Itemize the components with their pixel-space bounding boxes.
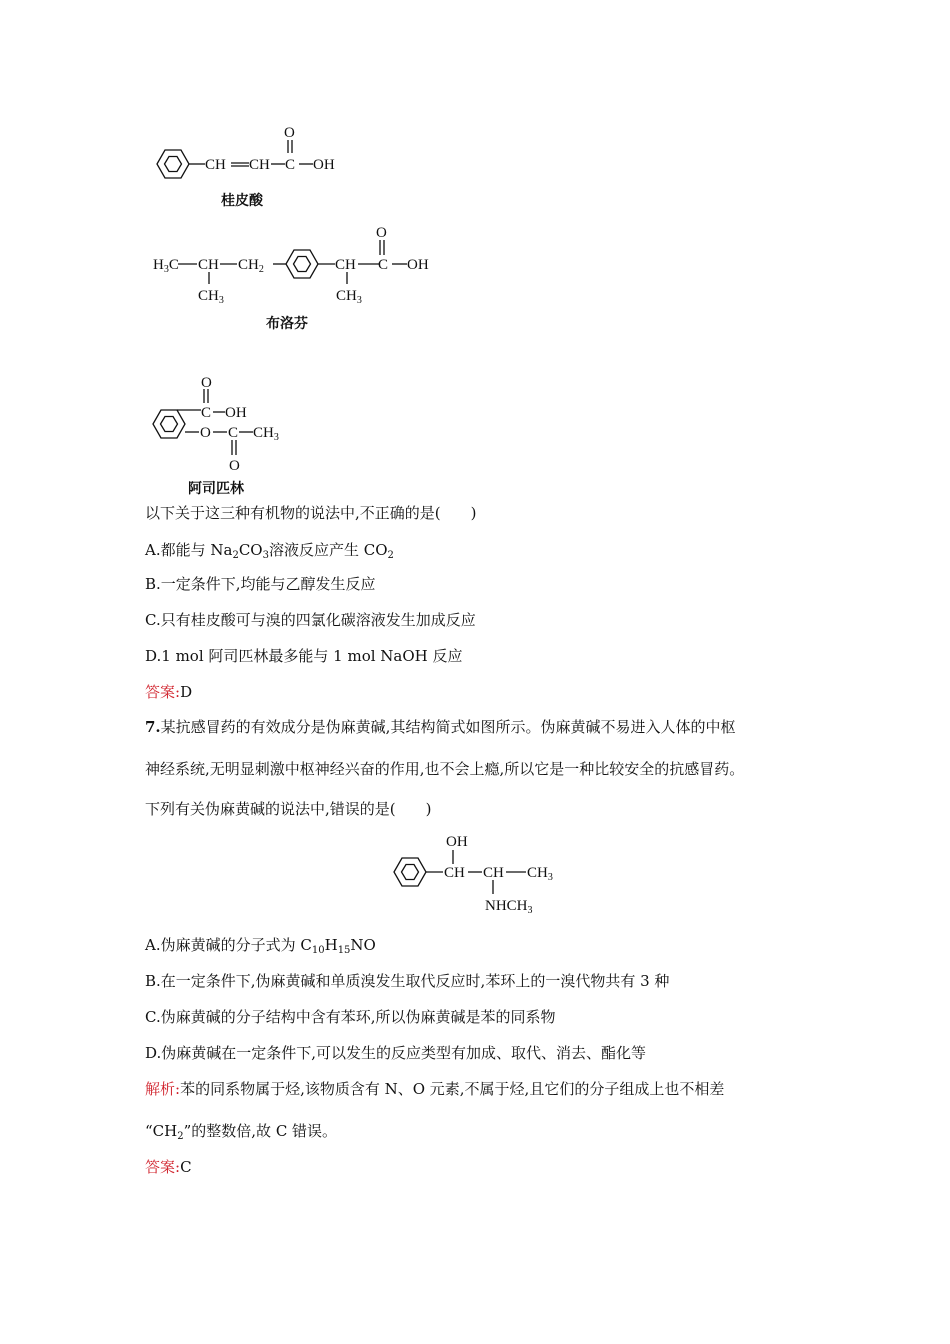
q7-option-d: D.伪麻黄碱在一定条件下,可以发生的反应类型有加成、取代、消去、酯化等 (145, 1044, 647, 1062)
q7-option-a: A.伪麻黄碱的分子式为 $C_{10}H_{15}NO$ (145, 936, 376, 956)
cinnamic-acid-name: 桂皮酸 (221, 193, 263, 209)
svg-text:O: O (200, 425, 211, 441)
svg-text:CH2: $CH_2$ (238, 257, 264, 275)
answer-label: 答案: (145, 683, 181, 701)
svg-text:O: O (376, 225, 387, 241)
q7-option-b: B.在一定条件下,伪麻黄碱和单质溴发生取代反应时,苯环上的一溴代物共有 3 种 (145, 972, 670, 990)
pseudoephedrine-structure (388, 828, 578, 920)
svg-text:O: O (284, 125, 295, 141)
q7-analysis-line2: “$CH_2$”的整数倍,故 C 错误。 (145, 1122, 338, 1142)
q6-option-a: A.都能与 $Na_2CO_3$溶液反应产生 $CO_2$ (145, 541, 394, 561)
svg-text:OH: OH (225, 405, 247, 421)
svg-text:CH3: $CH_3$ (527, 865, 553, 883)
ibuprofen-structure (145, 222, 445, 312)
q6-option-d: D.1 mol 阿司匹林最多能与 1 mol NaOH 反应 (145, 647, 463, 665)
svg-text:C: C (378, 257, 389, 273)
q7-stem-line3: 下列有关伪麻黄碱的说法中,错误的是( ) (145, 800, 432, 818)
cinnamic-acid-structure (145, 120, 365, 192)
svg-text:CH: CH (444, 865, 465, 881)
svg-text:CH3: $CH_3$ (253, 425, 279, 443)
q7-answer: 答案:C (145, 1158, 192, 1176)
q6-option-b: B.一定条件下,均能与乙醇发生反应 (145, 575, 376, 593)
q7-stem-line2: 神经系统,无明显刺激中枢神经兴奋的作用,也不会上瘾,所以它是一种比较安全的抗感冒药。 (145, 760, 745, 778)
svg-text:OH: OH (407, 257, 429, 273)
q6-option-c: C.只有桂皮酸可与溴的四氯化碳溶液发生加成反应 (145, 611, 476, 629)
svg-text:C: C (228, 425, 239, 441)
analysis-label: 解析: (145, 1080, 181, 1098)
q6-answer: 答案:D (145, 683, 193, 701)
answer-label: 答案: (145, 1158, 181, 1176)
svg-text:H3C: $H_3C$ (153, 257, 179, 275)
svg-text:CH: CH (335, 257, 356, 273)
ibuprofen-name: 布洛芬 (266, 316, 308, 332)
aspirin-name: 阿司匹林 (188, 481, 244, 497)
svg-text:CH3: $CH_3$ (336, 288, 362, 306)
svg-text:NHCH3: $NHCH_3$ (485, 898, 533, 916)
svg-text:C: C (201, 405, 212, 421)
q7-analysis-line1: 解析:苯的同系物属于烃,该物质含有 N、O 元素,不属于烃,且它们的分子组成上也不相差 (145, 1080, 725, 1098)
svg-text:C: C (285, 157, 296, 173)
svg-text:CH: CH (198, 257, 219, 273)
svg-text:OH: OH (313, 157, 335, 173)
svg-text:CH: CH (205, 157, 226, 173)
svg-text:CH: CH (483, 865, 504, 881)
q6-stem: 以下关于这三种有机物的说法中,不正确的是( ) (145, 504, 477, 522)
q7-stem-line1: 7.某抗感冒药的有效成分是伪麻黄碱,其结构简式如图所示。伪麻黄碱不易进入人体的中枢 (145, 718, 736, 736)
svg-text:CH3: $CH_3$ (198, 288, 224, 306)
svg-text:O: O (201, 375, 212, 391)
aspirin-structure (145, 372, 305, 478)
svg-text:O: O (229, 458, 240, 474)
q7-option-c: C.伪麻黄碱的分子结构中含有苯环,所以伪麻黄碱是苯的同系物 (145, 1008, 556, 1026)
svg-text:CH: CH (249, 157, 270, 173)
svg-text:OH: OH (446, 834, 468, 850)
